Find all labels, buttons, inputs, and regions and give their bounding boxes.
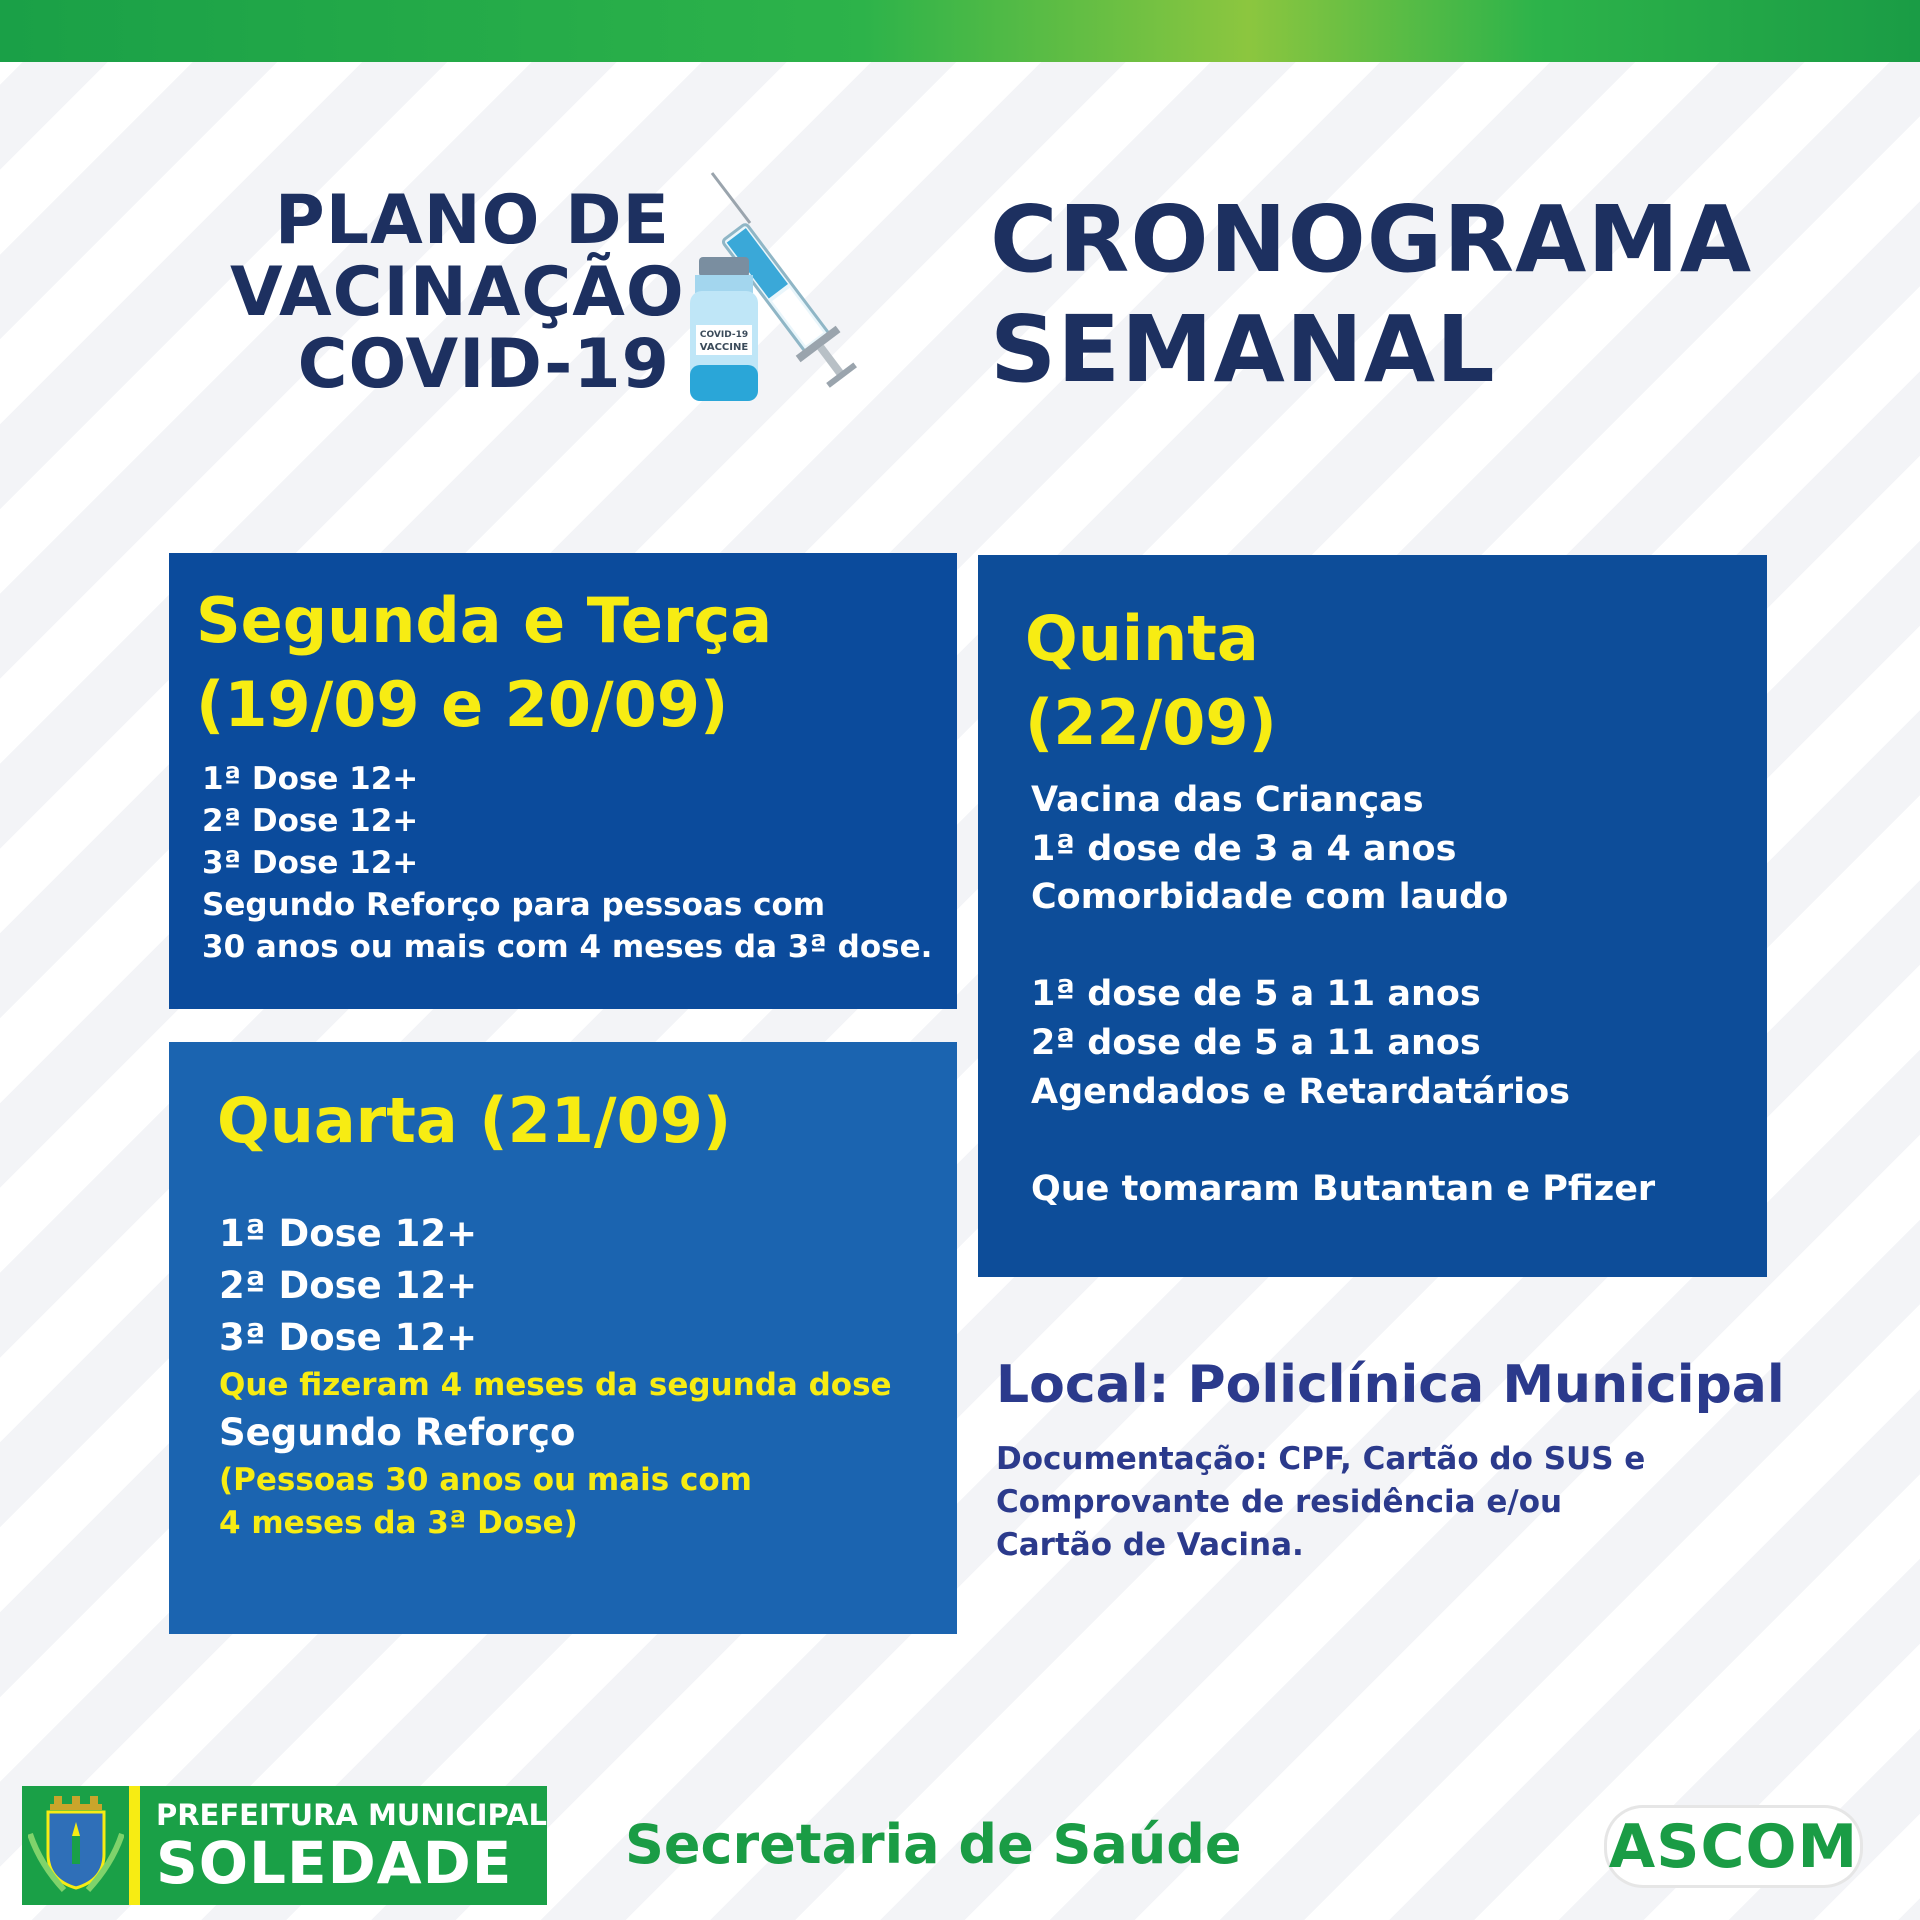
- city-name: SOLEDADE: [155, 1828, 513, 1897]
- prefeitura-line: PREFEITURA MUNICIPAL: [155, 1797, 547, 1832]
- dose-line: 2ª dose de 5 a 11 anos: [1031, 1022, 1481, 1063]
- vaccine-illustration: [690, 165, 890, 405]
- logo-divider: [129, 1786, 140, 1905]
- location-title: Local: Policlínica Municipal: [996, 1355, 1785, 1415]
- ascom-text: ASCOM: [1608, 1811, 1859, 1882]
- dose-list: [219, 1208, 892, 1545]
- plan-title-line: COVID-19: [297, 325, 670, 404]
- dose-note: Que fizeram 4 meses da segunda dose: [219, 1367, 892, 1403]
- municipal-crest-icon: [28, 1794, 124, 1898]
- documentation-line: Cartão de Vacina.: [996, 1527, 1304, 1563]
- top-green-bar: [0, 0, 1920, 62]
- dose-line: [1031, 922, 1655, 971]
- plan-title-line: PLANO DE: [274, 181, 670, 260]
- reforco-note: 4 meses da 3ª Dose): [219, 1505, 578, 1541]
- panel-title: (22/09): [1025, 686, 1277, 759]
- prefeitura-name: [140, 1786, 547, 1905]
- documentation-info: [996, 1438, 1785, 1567]
- dose-list: [1031, 776, 1655, 1213]
- main-title-line: CRONOGRAMA: [990, 186, 1753, 293]
- segunda-terca-panel: [169, 553, 957, 1009]
- panel-title: Quarta (21/09): [217, 1084, 732, 1157]
- plan-title: [230, 181, 685, 404]
- ascom-logo: [1607, 1808, 1860, 1885]
- reforco-note: (Pessoas 30 anos ou mais com: [219, 1462, 752, 1498]
- crest-box: [22, 1786, 129, 1905]
- dose-line: Vacina das Crianças: [1031, 780, 1424, 820]
- main-title-line: SEMANAL: [990, 296, 1496, 403]
- panel-title: Segunda e Terça: [196, 584, 773, 657]
- dose-line: 3ª Dose 12+: [202, 845, 419, 881]
- dose-line: 1ª Dose 12+: [219, 1212, 478, 1255]
- dose-line: Agendados e Retardatários: [1031, 1071, 1570, 1112]
- documentation-line: Documentação: CPF, Cartão do SUS e: [996, 1441, 1646, 1477]
- panel-title: (19/09 e 20/09): [196, 668, 729, 741]
- vaccine-bottle-icon: [690, 257, 758, 401]
- dose-line: 2ª Dose 12+: [202, 803, 419, 839]
- dose-line: 1ª dose de 3 a 4 anos: [1031, 828, 1457, 869]
- location-info: [996, 1350, 1785, 1567]
- reforco-line: Segundo Reforço: [219, 1411, 576, 1454]
- dose-line: Comorbidade com laudo: [1031, 877, 1509, 918]
- dose-line: 3ª Dose 12+: [219, 1316, 478, 1359]
- dose-line: [1031, 1116, 1655, 1165]
- prefeitura-logo: [22, 1786, 547, 1905]
- vaccine-label-line: VACCINE: [699, 342, 749, 353]
- dose-line: Que tomaram Butantan e Pfizer: [1031, 1168, 1656, 1209]
- documentation-line: Comprovante de residência e/ou: [996, 1484, 1563, 1520]
- secretaria-label: Secretaria de Saúde: [625, 1813, 1242, 1876]
- dose-line: 1ª dose de 5 a 11 anos: [1031, 974, 1481, 1015]
- quinta-panel: [978, 555, 1767, 1277]
- dose-line: Segundo Reforço para pessoas com: [202, 887, 826, 923]
- dose-list: [202, 758, 932, 968]
- plan-title-line: VACINAÇÃO: [230, 253, 685, 332]
- main-title: [990, 185, 1752, 405]
- dose-line: 1ª Dose 12+: [202, 761, 419, 797]
- dose-line: 30 anos ou mais com 4 meses da 3ª dose.: [202, 929, 933, 965]
- vaccine-label-line: COVID-19: [699, 330, 749, 340]
- panel-title: Quinta: [1025, 602, 1259, 675]
- quarta-panel: [169, 1042, 957, 1634]
- dose-line: 2ª Dose 12+: [219, 1264, 478, 1307]
